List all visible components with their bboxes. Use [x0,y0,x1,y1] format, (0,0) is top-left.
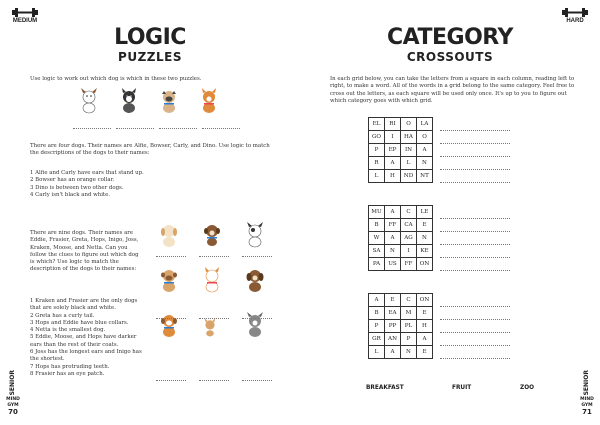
clue: 1 Alfie and Carly have ears that stand up. [30,170,144,176]
clue: that are solely black and white. [30,305,116,312]
section-label: MIND GYM [6,397,20,409]
clue: the shortest. [30,356,65,363]
grid-cell[interactable]: RI [385,118,401,131]
dog-illustration [201,318,219,338]
page-number: 70 [8,408,18,417]
difficulty-label: HARD [566,18,584,24]
answer-line [440,319,510,320]
puzzle2-clues [30,298,155,378]
puzzle1-text: There are four dogs. Their names are Alfie, Bowser, Carly, and Dino. Use logic to match the descriptions of the dogs to their names: [30,143,270,157]
answer-line [440,306,510,307]
answer-line [440,143,510,144]
grid-cell[interactable]: FF [401,258,417,271]
grid-cell[interactable]: M [401,307,417,320]
clue: 6 Joss has the longest ears and Inigo has [30,349,142,356]
grid-cell[interactable]: E [417,346,433,359]
grid-row [369,258,433,271]
difficulty-label: MEDIUM [12,18,38,24]
clue: 7 Hops has protruding teeth. [30,363,110,370]
grid-cell[interactable]: I [385,131,401,144]
right-page [300,0,600,425]
intro-text: Use logic to work out which dog is which in these two puzzles. [30,76,202,82]
dog-illustration [201,222,223,248]
grid-row [369,219,433,232]
grid-cell[interactable]: GR [369,333,385,346]
answer-line [116,128,154,129]
grid-cell[interactable]: P [369,320,385,333]
answer-line [156,318,186,319]
grid-cell[interactable]: E [417,307,433,320]
grid-cell[interactable]: E [385,294,401,307]
grid-cell[interactable]: A [385,346,401,359]
grid-cell[interactable]: PA [369,258,385,271]
grid-cell[interactable]: A [417,144,433,157]
clue: ears than the rest of their coats. [30,341,119,348]
page-number: 71 [582,408,592,417]
dumbbell-icon [562,8,588,17]
grid-cell[interactable]: A [385,157,401,170]
answer-line [156,256,186,257]
clue: 8 Frasier has an eye patch. [30,370,105,377]
dog-illustration [201,267,223,293]
answer-line [73,128,111,129]
grid-row [369,294,433,307]
grid-cell[interactable]: ON [417,294,433,307]
grid-row [369,346,433,359]
dog-illustration [118,88,140,114]
dog-illustration [244,312,266,338]
page-title [300,26,600,64]
dog-illustration [158,88,180,114]
answer-line [440,156,510,157]
title-main: CATEGORY [387,25,513,50]
answer-line [440,345,510,346]
grid-cell[interactable]: GO [369,131,385,144]
clue: 4 Netta is the smallest dog. [30,327,106,334]
grid-cell[interactable]: CA [401,219,417,232]
category-breakfast: BREAKFAST [366,385,404,391]
grid-cell[interactable]: LE [417,206,433,219]
answer-line [440,218,510,219]
answer-line [440,244,510,245]
grid-cell[interactable]: N [417,232,433,245]
dog-illustration [78,88,100,114]
grid-row [369,131,433,144]
section-label: MIND GYM [580,397,594,409]
grid-row [369,206,433,219]
grid-cell[interactable]: L [369,346,385,359]
clue: 2 Bowser has an orange collar. [30,177,115,184]
answer-line [199,380,229,381]
answer-line [440,182,510,183]
grid-cell[interactable]: I [401,245,417,258]
dumbbell-icon [12,8,38,17]
grid-cell[interactable]: P [401,333,417,346]
grid-cell[interactable]: C [401,294,417,307]
grid-cell[interactable]: N [401,346,417,359]
grid-cell[interactable]: A [385,206,401,219]
grid-cell[interactable]: A [369,294,385,307]
puzzle2-text: There are nine dogs. Their names are Eddie, Frasier, Greta, Hops, Inigo, Joss, Kraken, Moose, and Netta. Can you follow the clues to figure out which dog is which? Use logic to match the description of the dogs to their names: [30,230,139,273]
answer-line [440,257,510,258]
grid-cell[interactable]: NT [417,170,433,183]
dog-illustration [244,267,266,293]
clue: 3 Dino is between two other dogs. [30,184,124,191]
clue: 3 Hops and Eddie have blue collars. [30,319,129,326]
answer-line [440,231,510,232]
grid-cell[interactable]: C [401,206,417,219]
category-fruit: FRUIT [452,385,472,391]
grid-cell[interactable]: AN [385,333,401,346]
grid-cell[interactable]: A [417,333,433,346]
answer-line [440,169,510,170]
grid-row [369,320,433,333]
grid-cell[interactable]: ON [417,258,433,271]
page-footer-left [6,370,20,415]
category-zoo: ZOO [520,385,535,391]
grid-cell[interactable]: L [369,170,385,183]
answer-line [440,358,510,359]
grid-cell[interactable]: W [369,232,385,245]
answer-line [199,318,229,319]
grid-row [369,118,433,131]
answer-line [159,128,197,129]
brand-label: SENIOR [583,370,590,396]
clue: 5 Eddie, Moose, and Hops have darker [30,334,137,341]
grid-cell[interactable]: B [369,307,385,320]
grid-cell[interactable]: O [417,131,433,144]
grid-cell[interactable]: N [417,157,433,170]
grid-cell[interactable]: B [369,219,385,232]
answer-line [242,380,272,381]
grid-cell[interactable]: HA [401,131,417,144]
grid-row [369,307,433,320]
dog-illustration [198,88,220,114]
answer-line [440,130,510,131]
grid-cell[interactable]: N [385,245,401,258]
grid-cell[interactable]: E [417,219,433,232]
dog-illustration [158,312,180,338]
title-main: LOGIC [114,25,186,50]
page-footer-right [580,370,594,415]
title-sub: CROSSOUTS [406,50,494,64]
brand-label: SENIOR [9,370,16,396]
crossout-grid-2 [368,205,433,271]
dog-illustration [158,222,180,248]
grid-cell[interactable]: ND [401,170,417,183]
grid-row [369,144,433,157]
page-title [0,26,300,64]
grid-cell[interactable]: H [385,170,401,183]
grid-cell[interactable]: EL [369,118,385,131]
intro-text: In each grid below, you can take the letters from a square in each column, reading left to right, to make a word. All of the words in a grid belong to the same category. Feel free to cross out the letters, as each square will be used only once. It's up to you to figure out which category goes with which grid. [330,76,575,104]
grid-cell[interactable]: US [385,258,401,271]
grid-cell[interactable]: FF [385,219,401,232]
grid-cell[interactable]: AG [401,232,417,245]
grid-row [369,333,433,346]
grid-cell[interactable]: PP [385,320,401,333]
crossout-grid-1 [368,117,433,183]
clue: 4 Carly isn't black and white. [30,191,110,198]
grid-cell[interactable]: LA [417,118,433,131]
grid-cell[interactable]: PL [401,320,417,333]
difficulty-badge-hard [560,8,590,24]
grid-cell[interactable]: R [369,157,385,170]
dog-illustration [158,267,180,293]
clue: 1 Kraken and Frasier are the only dogs [30,298,138,304]
grid-row [369,245,433,258]
grid-row [369,157,433,170]
dog-illustration [244,222,266,248]
grid-cell[interactable]: IN [401,144,417,157]
grid-cell[interactable]: P [369,144,385,157]
answer-line [242,318,272,319]
answer-line [440,332,510,333]
grid-cell[interactable]: KE [417,245,433,258]
answer-line [199,256,229,257]
grid-cell[interactable]: A [385,232,401,245]
grid-cell[interactable]: L [401,157,417,170]
answer-line [156,380,186,381]
grid-cell[interactable]: SA [369,245,385,258]
difficulty-badge-medium [10,8,40,24]
grid-row [369,170,433,183]
grid-cell[interactable]: EP [385,144,401,157]
crossout-grid-3 [368,293,433,359]
answer-line [440,270,510,271]
grid-cell[interactable]: EA [385,307,401,320]
answer-line [242,256,272,257]
grid-cell[interactable]: H [417,320,433,333]
answer-line [202,128,240,129]
puzzle1-clues [30,170,280,199]
grid-cell[interactable]: MU [369,206,385,219]
grid-cell[interactable]: O [401,118,417,131]
title-sub: PUZZLES [118,50,182,64]
grid-row [369,232,433,245]
clue: 2 Greta has a curly tail. [30,312,95,319]
